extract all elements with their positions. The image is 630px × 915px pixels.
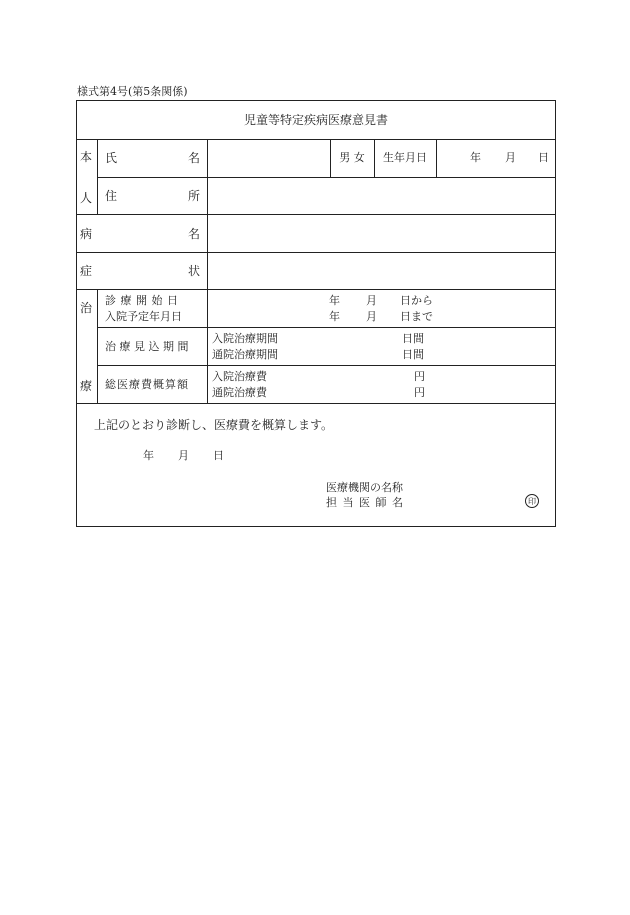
period-label: 治 療 見 込 期 間 bbox=[105, 340, 189, 353]
inpatient-days-unit: 日間 bbox=[402, 332, 424, 345]
rule-period bbox=[97, 365, 556, 366]
rule-symptoms bbox=[76, 289, 556, 290]
address-label bbox=[105, 190, 200, 202]
doctor-label: 担 当 医 師 名 bbox=[326, 496, 404, 509]
treatment-group-label-top: 治 bbox=[80, 301, 93, 315]
disease-label-left: 病 bbox=[80, 227, 93, 241]
outpatient-yen-unit: 円 bbox=[414, 386, 425, 399]
birthdate-label: 生年月日 bbox=[383, 151, 427, 164]
inpatient-yen-unit: 円 bbox=[414, 370, 425, 383]
vrule-patient-group bbox=[97, 139, 98, 214]
birth-year-unit: 年 bbox=[470, 151, 481, 164]
disease-label-right: 名 bbox=[187, 227, 200, 241]
address-label-left: 住 bbox=[105, 189, 118, 203]
treatment-group-label-bottom: 療 bbox=[80, 379, 93, 393]
name-label-left: 氏 bbox=[105, 151, 118, 165]
rule-title bbox=[76, 139, 556, 140]
cost-label: 総医療費概算額 bbox=[105, 378, 189, 391]
admission-day-until: 日まで bbox=[400, 310, 433, 323]
form-title: 児童等特定疾病医療意見書 bbox=[243, 113, 388, 127]
rule-name bbox=[97, 177, 556, 178]
disease-label bbox=[80, 228, 200, 240]
start-date-label: 診 療 開 始 日 bbox=[105, 294, 179, 307]
name-label bbox=[105, 152, 200, 164]
start-month-unit: 月 bbox=[366, 294, 377, 307]
rule-dates bbox=[97, 327, 556, 328]
patient-group-label-bottom: 人 bbox=[80, 191, 93, 205]
vrule-birthdate bbox=[436, 139, 437, 177]
seal-icon: 印 bbox=[525, 494, 539, 508]
declaration-month-unit: 月 bbox=[178, 449, 189, 462]
birth-month-unit: 月 bbox=[505, 151, 516, 164]
start-day-from: 日から bbox=[400, 294, 433, 307]
declaration-year-unit: 年 bbox=[143, 449, 154, 462]
institution-label: 医療機関の名称 bbox=[326, 481, 403, 494]
vrule-treatment-group bbox=[97, 289, 98, 403]
inpatient-period-label: 入院治療期間 bbox=[212, 332, 278, 345]
rule-patient bbox=[76, 214, 556, 215]
vrule-labels bbox=[207, 139, 208, 403]
start-year-unit: 年 bbox=[329, 294, 340, 307]
outpatient-period-label: 通院治療期間 bbox=[212, 348, 278, 361]
symptoms-label bbox=[80, 265, 200, 277]
symptoms-label-right: 状 bbox=[187, 264, 200, 278]
admission-month-unit: 月 bbox=[366, 310, 377, 323]
sex-label: 男 女 bbox=[339, 151, 365, 164]
name-label-right: 名 bbox=[187, 151, 200, 165]
form-number: 様式第4号(第5条関係) bbox=[77, 85, 188, 98]
birth-day-unit: 日 bbox=[538, 151, 549, 164]
address-label-right: 所 bbox=[187, 189, 200, 203]
outpatient-days-unit: 日間 bbox=[402, 348, 424, 361]
symptoms-label-left: 症 bbox=[80, 264, 93, 278]
admission-date-label: 入院予定年月日 bbox=[105, 310, 182, 323]
rule-disease bbox=[76, 252, 556, 253]
outpatient-cost-label: 通院治療費 bbox=[212, 386, 267, 399]
declaration-day-unit: 日 bbox=[213, 449, 224, 462]
inpatient-cost-label: 入院治療費 bbox=[212, 370, 267, 383]
admission-year-unit: 年 bbox=[329, 310, 340, 323]
declaration-statement: 上記のとおり診断し、医療費を概算します。 bbox=[94, 418, 334, 432]
rule-treatment bbox=[76, 403, 556, 404]
patient-group-label-top: 本 bbox=[80, 150, 93, 164]
